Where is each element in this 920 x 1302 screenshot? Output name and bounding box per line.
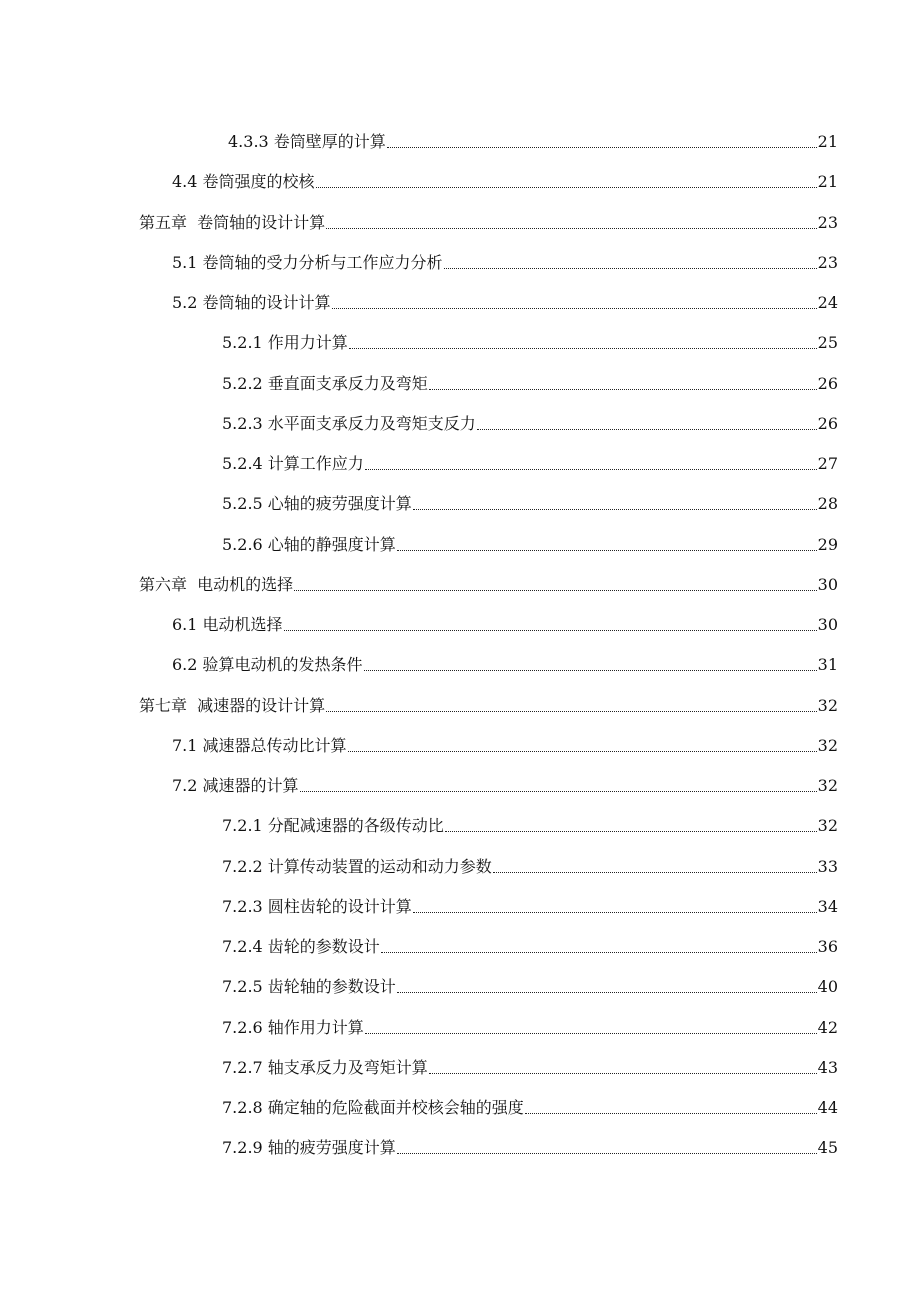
toc-entry-title: 5.2.3 水平面支承反力及弯矩支反力 xyxy=(222,413,476,433)
toc-entry-title: 5.2 卷筒轴的设计计算 xyxy=(172,293,331,312)
toc-entry[interactable] xyxy=(222,877,838,917)
toc-entry-title: 5.1 卷筒轴的受力分析与工作应力分析 xyxy=(172,252,443,272)
toc-dot-leader xyxy=(381,951,817,953)
toc-entry[interactable] xyxy=(172,595,838,635)
toc-dot-leader xyxy=(294,589,816,591)
toc-entry[interactable] xyxy=(228,112,838,152)
toc-entry[interactable] xyxy=(222,394,838,434)
toc-entry[interactable] xyxy=(172,273,838,313)
toc-page-number: 43 xyxy=(817,1057,838,1077)
toc-page-number: 25 xyxy=(817,333,838,353)
toc-page-number: 32 xyxy=(817,695,838,715)
toc-page-number: 27 xyxy=(817,454,838,473)
toc-dot-leader xyxy=(445,830,817,832)
toc-entry-title: 7.2.8 确定轴的危险截面并校核会轴的强度 xyxy=(222,1098,524,1117)
toc-page-number: 24 xyxy=(817,293,838,312)
toc-dot-leader xyxy=(397,991,817,993)
toc-dot-leader xyxy=(365,468,817,470)
toc-dot-leader xyxy=(429,388,817,390)
toc-dot-leader xyxy=(326,227,816,229)
toc-entry[interactable] xyxy=(222,837,838,877)
toc-dot-leader xyxy=(284,629,817,631)
toc-dot-leader xyxy=(413,911,817,913)
toc-entry-title: 7.2.9 轴的疲劳强度计算 xyxy=(222,1138,396,1158)
toc-page-number: 32 xyxy=(817,776,838,795)
toc-entry-title: 7.1 减速器总传动比计算 xyxy=(172,735,347,755)
toc-page-number: 26 xyxy=(817,413,838,433)
toc-entry[interactable] xyxy=(222,998,838,1038)
toc-entry-title: 7.2.3 圆柱齿轮的设计计算 xyxy=(222,896,412,916)
toc-entry[interactable] xyxy=(222,1078,838,1118)
toc-entry[interactable] xyxy=(222,515,838,555)
toc-entry[interactable] xyxy=(222,354,838,394)
toc-entry[interactable] xyxy=(222,1038,838,1078)
toc-entry-title: 7.2 减速器的计算 xyxy=(172,776,299,795)
toc-entry-title: 7.2.2 计算传动装置的运动和动力参数 xyxy=(222,856,492,876)
toc-entry-title: 4.3.3 卷筒壁厚的计算 xyxy=(228,132,386,151)
toc-entry-title: 6.1 电动机选择 xyxy=(172,615,283,634)
toc-page-number: 34 xyxy=(817,896,838,916)
toc-page-number: 32 xyxy=(817,816,838,836)
toc-dot-leader xyxy=(365,1032,817,1034)
toc-dot-leader xyxy=(477,428,817,430)
toc-entry-title: 5.2.4 计算工作应力 xyxy=(222,454,364,473)
toc-entry[interactable] xyxy=(222,1118,838,1158)
toc-dot-leader xyxy=(349,347,817,349)
toc-dot-leader xyxy=(444,267,817,269)
toc-page-number: 29 xyxy=(817,534,838,554)
toc-page-number: 44 xyxy=(817,1098,838,1117)
toc-entry[interactable] xyxy=(222,474,838,514)
toc-entry-title: 5.2.5 心轴的疲劳强度计算 xyxy=(222,494,412,514)
toc-entry-title: 5.2.6 心轴的静强度计算 xyxy=(222,534,396,554)
toc-entry[interactable] xyxy=(172,716,838,756)
toc-entry-title: 5.2.1 作用力计算 xyxy=(222,333,348,353)
toc-dot-leader xyxy=(397,549,817,551)
toc-page-number: 23 xyxy=(817,252,838,272)
toc-page-number: 45 xyxy=(817,1138,838,1158)
toc-page-number: 40 xyxy=(817,977,838,997)
toc-page-number: 42 xyxy=(817,1017,838,1037)
toc-entry[interactable] xyxy=(222,313,838,353)
toc-page-number: 26 xyxy=(817,373,838,393)
toc-dot-leader xyxy=(429,1072,817,1074)
toc-entry[interactable] xyxy=(222,957,838,997)
toc-dot-leader xyxy=(493,871,817,873)
toc-dot-leader xyxy=(364,669,817,671)
toc-entry-title: 6.2 验算电动机的发热条件 xyxy=(172,655,363,675)
toc-page-number: 36 xyxy=(817,937,838,956)
toc-entry-title: 7.2.7 轴支承反力及弯矩计算 xyxy=(222,1057,428,1077)
toc-dot-leader xyxy=(316,186,817,188)
toc-entry[interactable] xyxy=(139,676,838,716)
toc-entry-title: 第五章 卷筒轴的设计计算 xyxy=(139,212,326,232)
toc-dot-leader xyxy=(397,1152,817,1154)
toc-dot-leader xyxy=(348,750,817,752)
toc-dot-leader xyxy=(387,146,817,148)
toc-page-number: 28 xyxy=(817,494,838,514)
toc-page-number: 32 xyxy=(817,735,838,755)
toc-dot-leader xyxy=(326,710,816,712)
toc-entry-title: 5.2.2 垂直面支承反力及弯矩 xyxy=(222,373,428,393)
toc-entry-title: 7.2.1 分配减速器的各级传动比 xyxy=(222,816,444,836)
toc-entry[interactable] xyxy=(222,434,838,474)
toc-entry[interactable] xyxy=(172,756,838,796)
toc-entry-title: 第六章 电动机的选择 xyxy=(139,574,294,594)
toc-page-number: 31 xyxy=(817,655,838,675)
toc-entry[interactable] xyxy=(139,555,838,595)
toc-entry-title: 7.2.6 轴作用力计算 xyxy=(222,1017,364,1037)
toc-dot-leader xyxy=(525,1112,817,1114)
toc-entry-title: 第七章 减速器的设计计算 xyxy=(139,695,326,715)
toc-entry[interactable] xyxy=(172,635,838,675)
toc-entry[interactable] xyxy=(139,193,838,233)
toc-entry[interactable] xyxy=(222,796,838,836)
toc-dot-leader xyxy=(332,307,817,309)
toc-entry[interactable] xyxy=(222,917,838,957)
toc-entry-title: 7.2.5 齿轮轴的参数设计 xyxy=(222,977,396,997)
toc-entry[interactable] xyxy=(172,233,838,273)
toc-page-number: 30 xyxy=(817,615,838,634)
toc-page-number: 33 xyxy=(817,856,838,876)
toc-page-number: 21 xyxy=(817,172,838,192)
toc-entry[interactable] xyxy=(172,152,838,192)
toc-page-number: 30 xyxy=(817,574,838,594)
toc-entry-title: 4.4 卷筒强度的校核 xyxy=(172,172,315,192)
toc-page-number: 23 xyxy=(817,212,838,232)
toc-dot-leader xyxy=(413,508,817,510)
toc-entry-title: 7.2.4 齿轮的参数设计 xyxy=(222,937,380,956)
toc-page-number: 21 xyxy=(817,132,838,151)
toc-dot-leader xyxy=(300,790,817,792)
